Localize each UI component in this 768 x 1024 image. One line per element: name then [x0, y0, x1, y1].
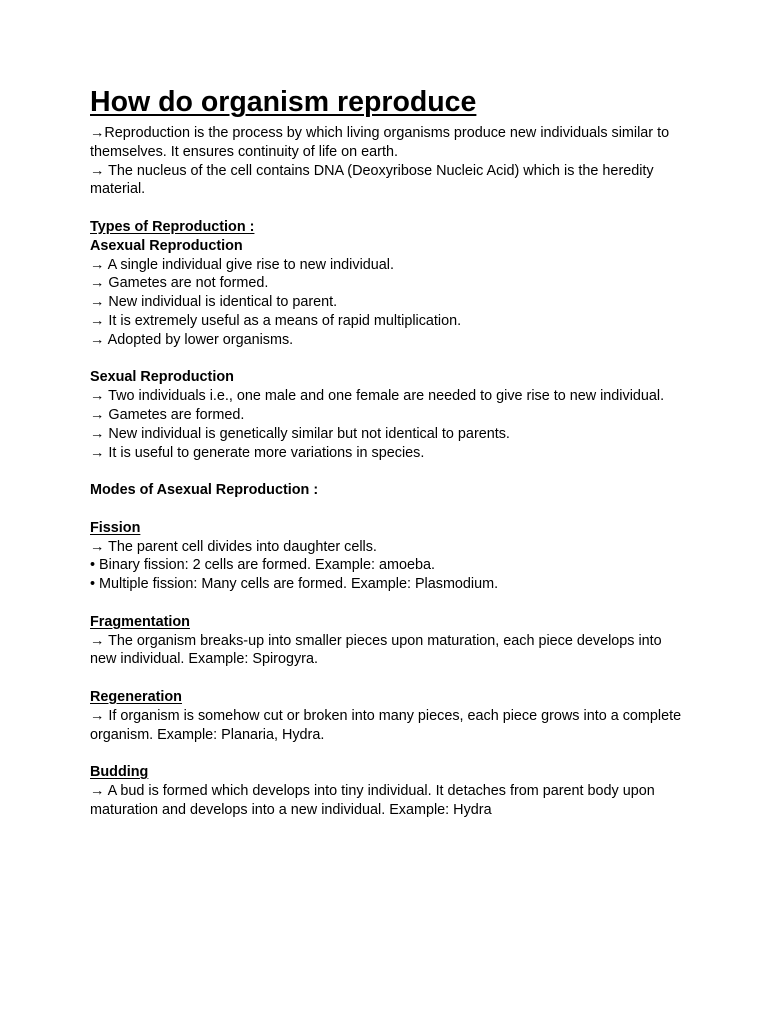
intro-paragraph-1: →Reproduction is the process by which living organisms produce new individuals similar to themselves. It ensures continuity of life on earth. [90, 125, 670, 160]
fission-point: • Binary fission: 2 cells are formed. Example: amoeba. [90, 557, 435, 574]
spacer [90, 669, 690, 688]
sexual-point: → It is useful to generate more variations in species. [90, 444, 425, 461]
document-body [90, 84, 690, 819]
asexual-heading: Asexual Reproduction [90, 237, 243, 254]
asexual-point: → It is extremely useful as a means of rapid multiplication. [90, 312, 462, 329]
regeneration-text: → If organism is somehow cut or broken into many pieces, each piece grows into a complete organism. Example: Planaria, Hydra. [90, 707, 682, 743]
sexual-point: → New individual is genetically similar but not identical to parents. [90, 425, 510, 442]
fragmentation-heading: Fragmentation [90, 613, 190, 630]
sexual-heading: Sexual Reproduction [90, 369, 234, 386]
fission-heading: Fission [90, 519, 141, 536]
sexual-point: → Two individuals i.e., one male and one female are needed to give rise to new individual. [90, 388, 665, 405]
spacer [90, 462, 690, 481]
intro-paragraph-2: → The nucleus of the cell contains DNA (Deoxyribose Nucleic Acid) which is the heredity material. [90, 162, 654, 198]
fragmentation-text: → The organism breaks-up into smaller pieces upon maturation, each piece develops into new individual. Example: Spirogyra. [90, 632, 662, 668]
budding-text: → A bud is formed which develops into tiny individual. It detaches from parent body upon maturation and develops into a new individual. Example: Hydra [90, 782, 655, 818]
asexual-point: → A single individual give rise to new individual. [90, 256, 394, 273]
types-heading: Types of Reproduction : [90, 218, 255, 235]
regeneration-heading: Regeneration [90, 688, 182, 705]
asexual-point: → Adopted by lower organisms. [90, 331, 294, 348]
asexual-point: → Gametes are not formed. [90, 275, 269, 292]
asexual-point: → New individual is identical to parent. [90, 294, 338, 311]
modes-heading: Modes of Asexual Reproduction : [90, 482, 319, 499]
spacer [90, 744, 690, 763]
fission-point: • Multiple fission: Many cells are formed. Example: Plasmodium. [90, 576, 499, 593]
fission-point: → The parent cell divides into daughter cells. [90, 538, 377, 555]
page-title: How do organism reproduce [90, 86, 477, 118]
spacer [90, 594, 690, 613]
spacer [90, 199, 690, 218]
spacer [90, 350, 690, 369]
sexual-point: → Gametes are formed. [90, 406, 245, 423]
spacer [90, 500, 690, 519]
budding-heading: Budding [90, 764, 149, 781]
